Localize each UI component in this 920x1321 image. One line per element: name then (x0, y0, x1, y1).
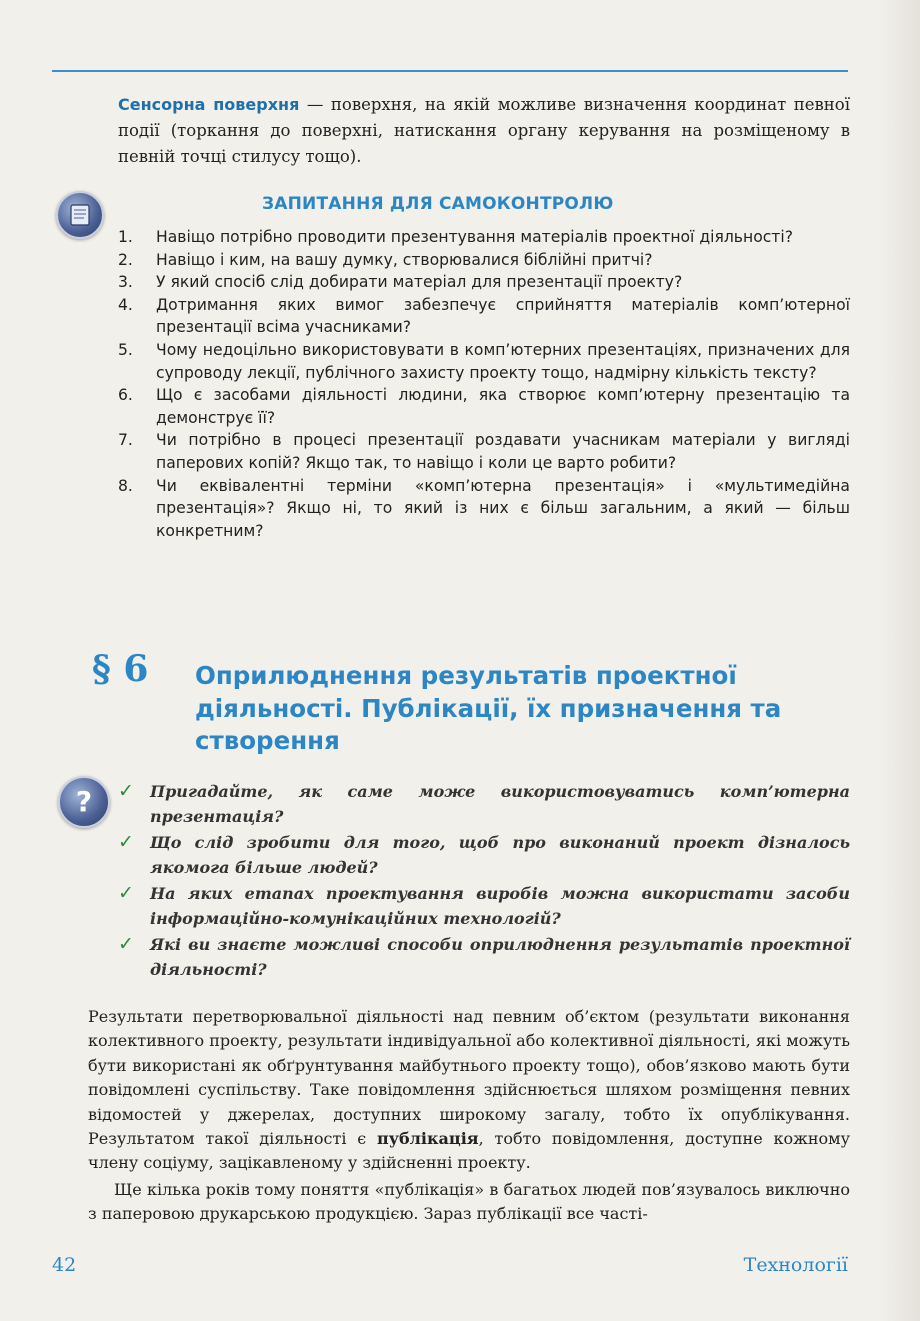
body-paragraph-1 (88, 1005, 850, 1176)
question-number: 3. (118, 273, 133, 292)
question-text: Навіщо потрібно проводити презентування матеріалів проектної діяльності? (156, 228, 793, 246)
question-number: 5. (118, 340, 133, 359)
section-title: Оприлюднення результатів проектної діяльності. Публікації, їх призначення та створення (195, 661, 782, 755)
self-check-questions (118, 226, 850, 542)
question-item (118, 249, 850, 272)
section-number: § 6 (92, 648, 149, 690)
question-text: Чому недоцільно використовувати в комп’ютерних презентаціях, призначених для супроводу лекції, публічного захисту проекту тощо, надмірну кількість тексту? (156, 340, 850, 382)
recall-questions (118, 779, 850, 983)
question-item (118, 429, 850, 474)
question-number: 7. (118, 431, 133, 450)
question-text: Чи еквівалентні терміни «комп’ютерна презентація» і «мультимедійна презентація»? Якщо ні, то який із них є більш загальним, а який — більш конкретним? (156, 476, 850, 540)
question-item (118, 226, 850, 249)
recall-item (118, 881, 850, 931)
checkmark-icon: ✓ (118, 831, 134, 853)
question-text: Чи потрібно в процесі презентації роздавати учасникам матеріали у вигляді паперових копій? Якщо так, то навіщо і коли це варто робити? (156, 431, 850, 472)
question-item (118, 271, 850, 294)
question-item (118, 339, 850, 384)
checkmark-icon: ✓ (118, 933, 134, 955)
recall-item (118, 830, 850, 880)
body-paragraph-1-start: Результати перетворювальної діяльності над певним об’єктом (результати виконання колективного проекту, результати індивідуальної або колективної діяльності, які можуть бути використані як обґрунтування майбутнього проекту тощо), обов’язково мають бути повідомлені суспільству. Таке повідомлення здійснюється шляхом розміщення певних відомостей у джерелах, доступних широкому загалу, тобто їх опублікування. Результатом такої діяльності є (88, 1007, 850, 1149)
checkmark-icon: ✓ (118, 780, 134, 802)
subject-name: Технології (743, 1254, 848, 1276)
top-rule (52, 70, 848, 72)
question-text: Навіщо і ким, на вашу думку, створювалися біблійні притчі? (156, 250, 653, 269)
question-text: Що є засобами діяльності людини, яка створює комп’ютерну презентацію та демонструє її? (156, 386, 850, 427)
recall-item (118, 779, 850, 829)
question-number: 6. (118, 386, 133, 405)
question-number: 8. (118, 476, 133, 495)
recall-text: На яких етапах проектування виробів можна використати засоби інформаційно-комунікаційних технологій? (150, 884, 850, 928)
definition-text: — поверхня, на якій можливе визначення координат певної події (торкання до поверхні, натискання органу керування на розміщеному в певній точці стилусу тощо). (118, 95, 851, 166)
recall-item (118, 932, 850, 982)
body-paragraph-2: Ще кілька років тому поняття «публікація» в багатьох людей пов’язувалось виключно з паперовою друкарською продукцією. Зараз публікації все часті- (88, 1179, 850, 1224)
page-number: 42 (52, 1254, 77, 1276)
self-check-heading: ЗАПИТАННЯ ДЛЯ САМОКОНТРОЛЮ (262, 194, 614, 214)
page-edge-shadow (880, 0, 920, 1321)
recall-text: Що слід зробити для того, щоб про виконаний проект дізналось якомога більше людей? (150, 833, 850, 877)
recall-text: Пригадайте, як саме може використовуватись комп’ютерна презентація? (150, 782, 850, 826)
recall-text: Які ви знаєте можливі способи оприлюднення результатів проектної діяльності? (150, 935, 850, 979)
publication-term: публікація (377, 1129, 479, 1149)
checkmark-icon: ✓ (118, 882, 134, 904)
question-number: 2. (118, 250, 133, 269)
question-number: 4. (118, 295, 133, 314)
body-text (88, 1005, 850, 1227)
body-paragraph-1-end: , тобто повідомлення, доступне кожному члену соціуму, зацікавленому у здійсненні проекту. (88, 1129, 850, 1173)
question-mark-glyph: ? (75, 785, 93, 818)
scroll-icon (56, 191, 104, 239)
definition-term: Сенсорна поверхня (118, 95, 300, 114)
question-text: Дотримання яких вимог забезпечує сприйняття матеріалів комп’ютерної презентації всіма учасниками? (156, 295, 850, 337)
definition-paragraph (118, 92, 850, 170)
question-item (118, 294, 850, 339)
question-item (118, 475, 850, 543)
question-mark-icon (58, 776, 110, 828)
question-text: У який спосіб слід добирати матеріал для презентації проекту? (156, 273, 683, 292)
question-number: 1. (118, 228, 133, 246)
question-item (118, 384, 850, 429)
